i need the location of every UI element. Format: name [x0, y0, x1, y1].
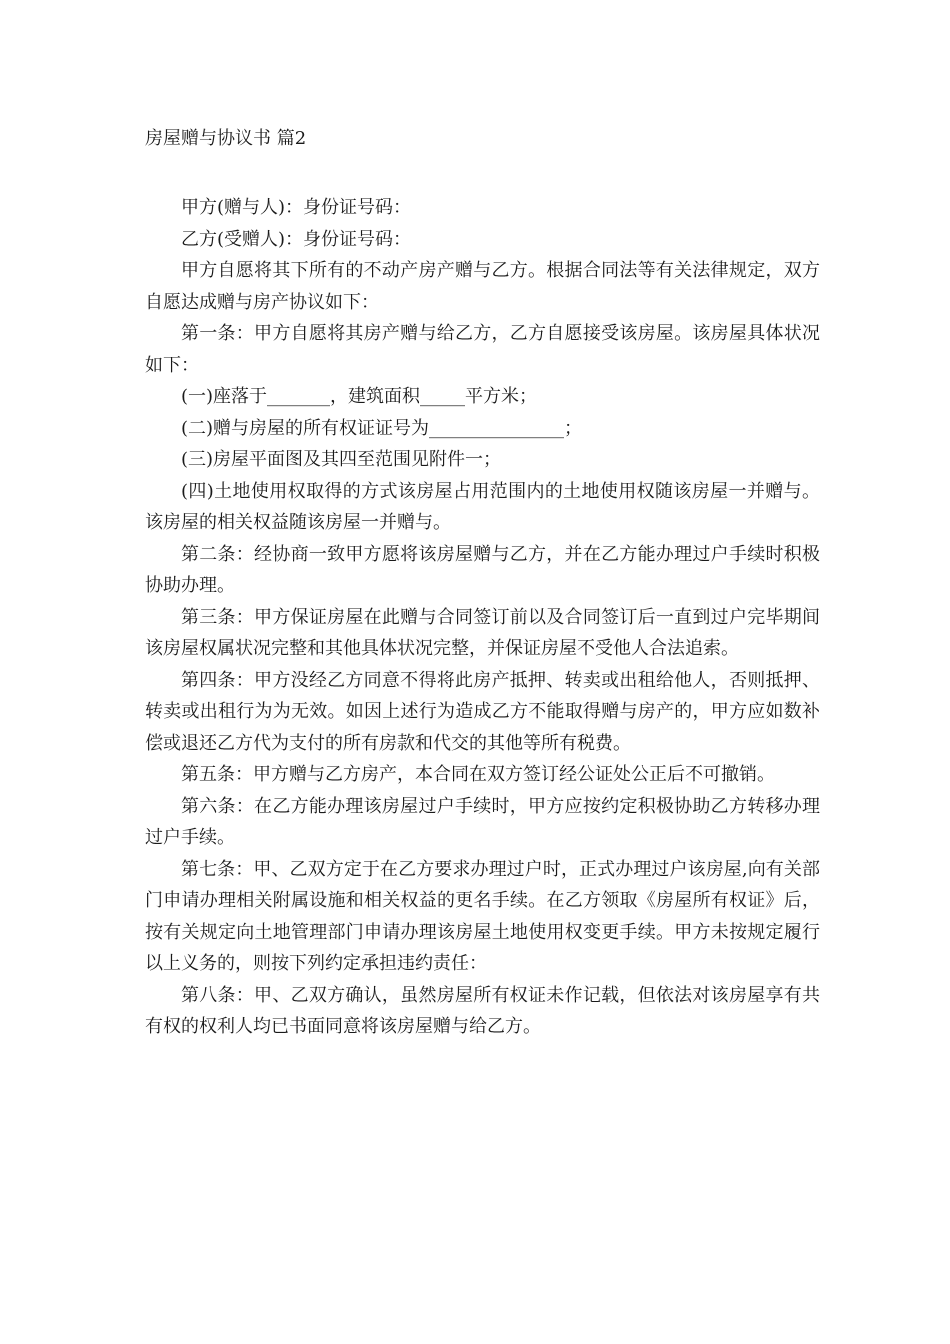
article-5: 第五条：甲方赠与乙方房产，本合同在双方签订经公证处公正后不可撤销。: [181, 764, 775, 785]
preamble-paragraph: 甲方自愿将其下所有的不动产房产赠与乙方。根据合同法等有关法律规定，双方自愿达成赠与房产协议如下：: [145, 260, 820, 313]
article-1-item-3: (三)房屋平面图及其四至范围见附件一；: [181, 449, 502, 470]
article-6: 第六条：在乙方能办理该房屋过户手续时，甲方应按约定积极协助乙方转移办理过户手续。: [145, 795, 820, 848]
document-body: [145, 192, 820, 1043]
article-8: 第八条：甲、乙双方确认，虽然房屋所有权证未作记载，但依法对该房屋享有共有权的权利人均已书面同意将该房屋赠与给乙方。: [145, 984, 820, 1037]
article-1-item-1: (一)座落于_______，建筑面积_____平方米；: [181, 386, 538, 407]
article-1-item-4: (四)土地使用权取得的方式该房屋占用范围内的土地使用权随该房屋一并赠与。该房屋的相关权益随该房屋一并赠与。: [145, 480, 820, 533]
article-3: 第三条：甲方保证房屋在此赠与合同签订前以及合同签订后一直到过户完毕期间该房屋权属状况完整和其他具体状况完整，并保证房屋不受他人合法追索。: [145, 606, 820, 659]
article-7: 第七条：甲、乙双方定于在乙方要求办理过户时，正式办理过户该房屋,向有关部门申请办理相关附属设施和相关权益的更名手续。在乙方领取《房屋所有权证》后，按有关规定向土地管理部门申请办理该房屋土地使用权变更手续。甲方未按规定履行以上义务的，则按下列约定承担违约责任：: [145, 858, 820, 974]
article-1-item-2: (二)赠与房屋的所有权证证号为_______________；: [181, 417, 583, 439]
party-b-line: 乙方(受赠人)：身份证号码：: [181, 228, 412, 250]
document-title: 房屋赠与协议书 篇2: [145, 128, 307, 149]
article-1: 第一条：甲方自愿将其房产赠与给乙方，乙方自愿接受该房屋。该房屋具体状况如下：: [145, 323, 820, 376]
article-4: 第四条：甲方没经乙方同意不得将此房产抵押、转卖或出租给他人，否则抵押、转卖或出租行为为无效。如因上述行为造成乙方不能取得赠与房产的，甲方应如数补偿或退还乙方代为支付的所有房款和代交的其他等所有税费。: [145, 669, 820, 754]
party-a-line: 甲方(赠与人)：身份证号码：: [181, 197, 412, 218]
article-2: 第二条：经协商一致甲方愿将该房屋赠与乙方，并在乙方能办理过户手续时积极协助办理。: [145, 543, 820, 596]
